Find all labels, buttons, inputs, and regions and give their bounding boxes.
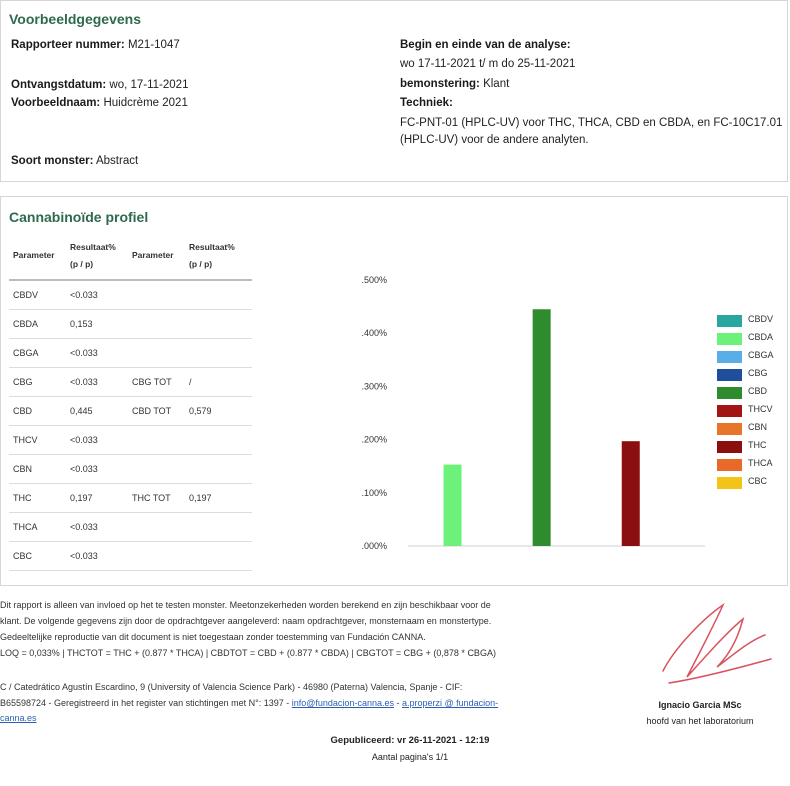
table-row: CBN <0.033 <box>9 455 252 484</box>
analysis-period-label: Begin en einde van de analyse: <box>400 39 571 51</box>
report-number-label: Rapporteer nummer: <box>11 39 125 51</box>
sampling-value: Klant <box>483 78 510 90</box>
analysis-period-value: wo 17-11-2021 t/ m do 25-11-2021 <box>400 58 576 70</box>
bar-thc <box>622 441 640 546</box>
legend-label: CBG <box>748 368 768 378</box>
sampling-label: bemonstering: <box>400 78 480 90</box>
email-link-2-cont[interactable]: canna.es <box>0 713 37 723</box>
y-tick-label: .000% <box>361 541 387 551</box>
legend-label: CBDV <box>748 314 774 324</box>
report-number-value: M21-1047 <box>127 39 180 51</box>
legend-swatch <box>717 405 742 417</box>
legend-swatch <box>717 477 742 489</box>
y-tick-label: .100% <box>361 487 387 498</box>
table-row: THCA <0.033 <box>9 513 252 542</box>
table-row: CBC <0.033 <box>9 542 252 571</box>
table-row: CBG <0.033 CBG TOT / <box>9 368 252 397</box>
technique-value: FC-PNT-01 (HPLC-UV) voor THC, THCA, CBD en CBDA, en FC-10C17.01 (HPLC-UV) voor de andere analyten. <box>400 117 783 146</box>
signer-role: hoofd van het laboratorium <box>646 716 754 726</box>
table-header <box>9 235 252 281</box>
registration-line: B65598724 - Geregistreerd in het register van stichtingen met N°: 1397 - info@fundacion-canna.es - a.properzi @ fundacion- <box>0 698 499 708</box>
technique-label: Techniek: <box>400 97 453 109</box>
table-row: CBDA 0,153 <box>9 310 252 339</box>
y-tick-label: .400% <box>361 328 387 339</box>
signer-name: Ignacio Garcia MSc <box>658 700 742 710</box>
received-date-label: Ontvangstdatum: <box>11 79 107 91</box>
table-row: CBDV <0.033 <box>9 281 252 310</box>
y-tick-label: .300% <box>361 381 387 392</box>
bar-cbda <box>444 465 462 546</box>
legend-swatch <box>717 315 742 327</box>
disclaimer-line: Dit rapport is alleen van invloed op het te testen monster. Meetonzekerheden worden berekend en zijn beschikbaar voor de <box>0 600 491 610</box>
received-date-value: wo, 17-11-2021 <box>109 79 189 91</box>
received-date-field <box>11 79 188 91</box>
sample-name-label: Voorbeeldnaam: <box>11 97 101 109</box>
legend-swatch <box>717 441 742 453</box>
signature-image <box>645 597 775 697</box>
sample-data-panel <box>0 0 788 182</box>
legend-label: THC <box>748 440 767 450</box>
header-parameter-total: Parameter <box>132 250 174 260</box>
legend-label: THCV <box>748 404 773 414</box>
report-number-field <box>11 39 180 51</box>
y-tick-label: .500% <box>361 275 387 285</box>
address-line-3 <box>0 713 37 723</box>
sample-type-field <box>11 155 138 167</box>
profile-section-title: Cannabinoïde profiel <box>9 209 149 225</box>
email-link[interactable]: info@fundacion-canna.es <box>291 698 394 708</box>
sample-type-value: Abstract <box>95 155 139 167</box>
legend-label: CBN <box>748 422 768 432</box>
email-link-2[interactable]: a.properzi @ fundacion- <box>401 698 499 708</box>
sample-name-field <box>11 97 188 109</box>
disclaimer-line: Gedeeltelijke reproductie van dit document is niet toegestaan zonder toestemming van Fundación CANNA. <box>0 632 426 642</box>
loq-formula-line: LOQ = 0,033% | THCTOT = THC + (0.877 * THCA) | CBDTOT = CBD + (0.877 * CBDA) | CBGTOT = CBG + (0,878 * CBGA) <box>0 648 496 658</box>
sample-type-label: Soort monster: <box>11 155 94 167</box>
header-result-total: Resultaat% (p / p) <box>189 242 235 269</box>
table-row: CBGA <0.033 <box>9 339 252 368</box>
sampling-field <box>400 78 509 90</box>
legend-label: CBD <box>748 386 768 396</box>
table-row: THC 0,197 THC TOT 0,197 <box>9 484 252 513</box>
legend-label: CBDA <box>748 332 774 342</box>
bar-cbd <box>533 309 551 546</box>
sample-section-title: Voorbeeldgegevens <box>9 11 142 27</box>
table-row: THCV <0.033 <box>9 426 252 455</box>
legend-swatch <box>717 369 742 381</box>
legend-label: THCA <box>748 458 773 468</box>
cannabinoid-table <box>9 235 252 571</box>
legend-swatch <box>717 387 742 399</box>
disclaimer-line: klant. De volgende gegevens zijn door de opdrachtgever aangeleverd: naam opdrachtgever, monsternaam en monstertype. <box>0 616 492 626</box>
legend-label: CBC <box>748 476 768 486</box>
address-line: C / Catedrático Agustín Escardino, 9 (University of Valencia Science Park) - 46980 (Paterna) Valencia, Spanje - CIF: <box>0 682 463 692</box>
header-result: Resultaat% (p / p) <box>70 242 116 269</box>
legend-swatch <box>717 459 742 471</box>
cannabinoid-bar-chart <box>350 270 710 560</box>
published-date: Gepubliceerd: vr 26-11-2021 - 12:19 <box>330 735 490 746</box>
legend-swatch <box>717 333 742 345</box>
legend-swatch <box>717 423 742 435</box>
legend-swatch <box>717 351 742 363</box>
y-tick-label: .200% <box>361 434 387 445</box>
legend-label: CBGA <box>748 350 774 360</box>
sample-name-value: Huidcrème 2021 <box>103 97 188 109</box>
page-count: Aantal pagina's 1/1 <box>371 752 449 762</box>
table-row: CBD 0,445 CBD TOT 0,579 <box>9 397 252 426</box>
header-parameter: Parameter <box>13 250 55 260</box>
